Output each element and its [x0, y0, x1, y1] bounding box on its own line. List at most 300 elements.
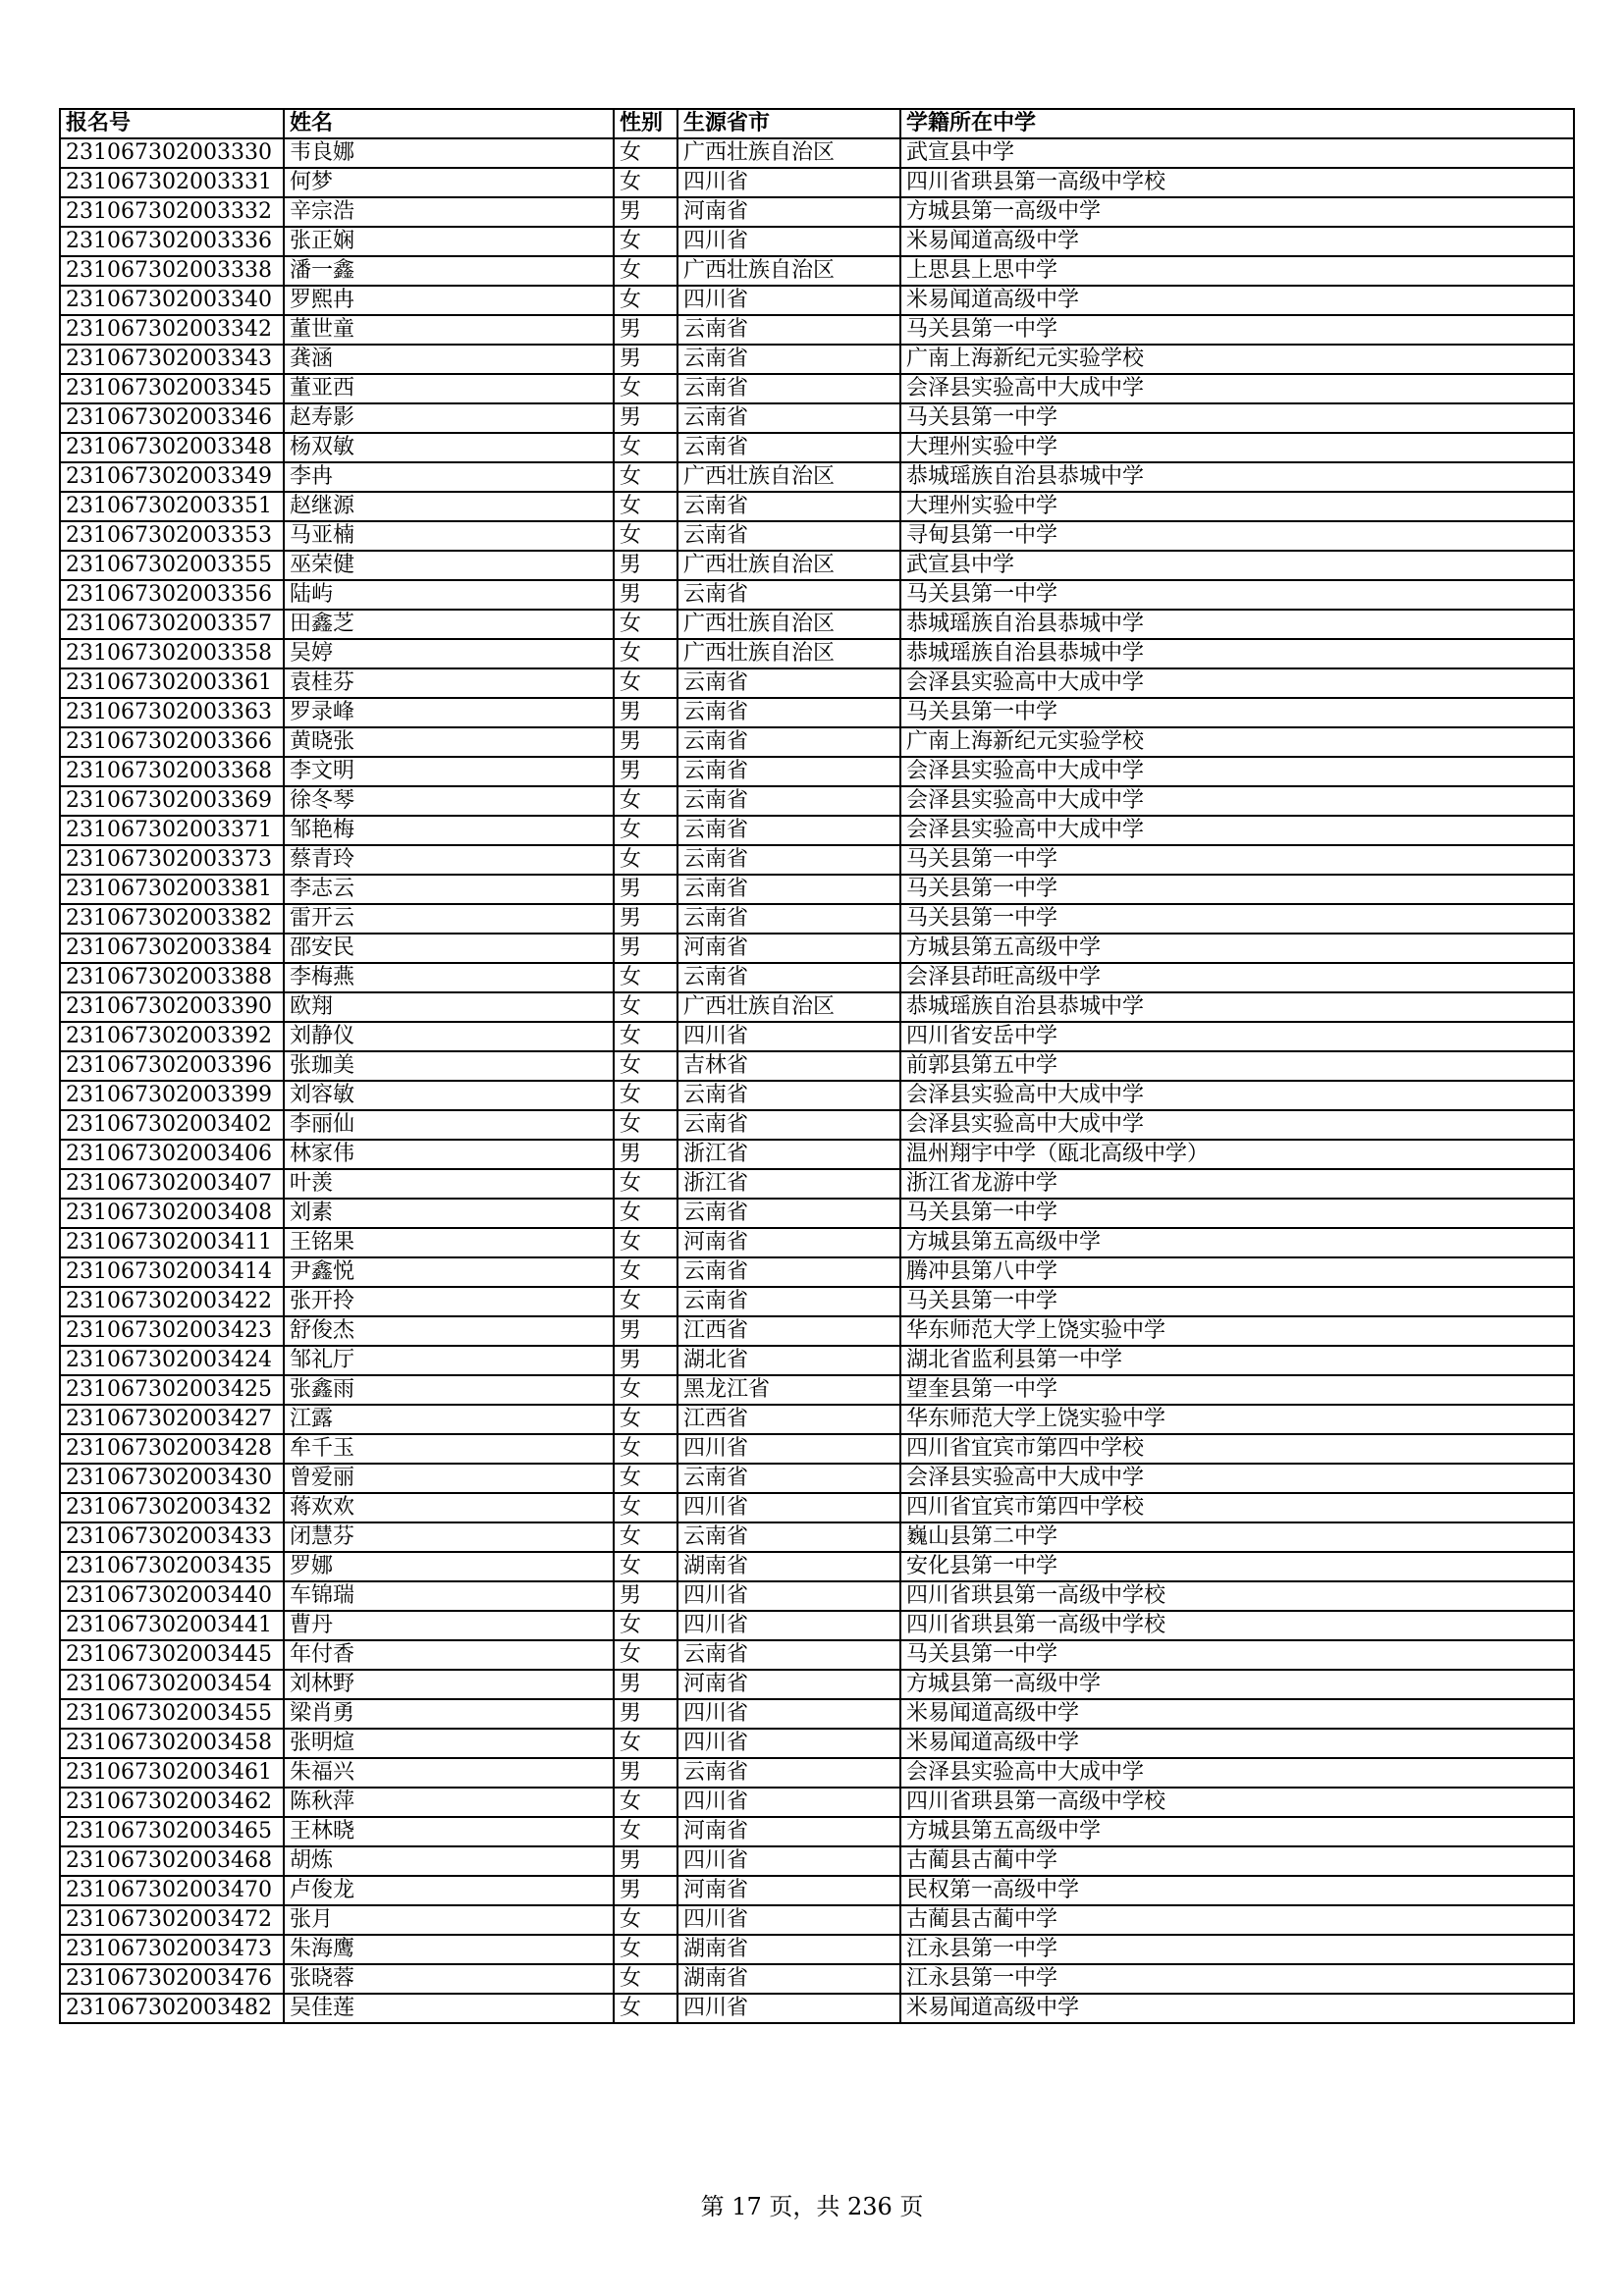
registration-number-cell: 231067302003455: [60, 1699, 284, 1729]
gender-cell: 男: [614, 345, 677, 374]
registration-number-cell: 231067302003440: [60, 1581, 284, 1611]
origin-province-cell: 江西省: [677, 1405, 900, 1434]
high-school-cell: 马关县第一中学: [900, 845, 1574, 875]
name-cell: 车锦瑞: [284, 1581, 614, 1611]
high-school-cell: 湖北省监利县第一中学: [900, 1346, 1574, 1375]
high-school-cell: 会泽县实验高中大成中学: [900, 1081, 1574, 1110]
origin-province-cell: 河南省: [677, 197, 900, 227]
table-row: [60, 403, 1574, 433]
registration-number-cell: 231067302003454: [60, 1670, 284, 1699]
name-cell: 李志云: [284, 875, 614, 904]
registration-number-cell: 231067302003381: [60, 875, 284, 904]
origin-province-cell: 四川省: [677, 1846, 900, 1876]
gender-cell: 男: [614, 551, 677, 580]
name-cell: 巫荣健: [284, 551, 614, 580]
registration-number-cell: 231067302003432: [60, 1493, 284, 1522]
registration-number-cell: 231067302003408: [60, 1199, 284, 1228]
table-row: [60, 816, 1574, 845]
high-school-cell: 古蔺县古蔺中学: [900, 1846, 1574, 1876]
table-row: [60, 1287, 1574, 1316]
registration-number-cell: 231067302003406: [60, 1140, 284, 1169]
name-cell: 张月: [284, 1905, 614, 1935]
table-row: [60, 1493, 1574, 1522]
gender-cell: 女: [614, 845, 677, 875]
gender-cell: 女: [614, 168, 677, 197]
high-school-cell: 腾冲县第八中学: [900, 1257, 1574, 1287]
origin-province-cell: 云南省: [677, 786, 900, 816]
high-school-cell: 米易闻道高级中学: [900, 1699, 1574, 1729]
registration-number-cell: 231067302003331: [60, 168, 284, 197]
high-school-cell: 米易闻道高级中学: [900, 286, 1574, 315]
gender-cell: 女: [614, 1405, 677, 1434]
origin-province-cell: 云南省: [677, 875, 900, 904]
origin-province-cell: 云南省: [677, 1287, 900, 1316]
gender-cell: 女: [614, 1081, 677, 1110]
origin-province-cell: 云南省: [677, 1640, 900, 1670]
gender-cell: 女: [614, 138, 677, 168]
origin-province-cell: 四川省: [677, 1994, 900, 2023]
origin-province-cell: 广西壮族自治区: [677, 992, 900, 1022]
admission-table: [59, 108, 1575, 2024]
high-school-cell: 四川省珙县第一高级中学校: [900, 168, 1574, 197]
name-cell: 罗录峰: [284, 698, 614, 727]
table-row: [60, 551, 1574, 580]
table-row: [60, 197, 1574, 227]
high-school-cell: 马关县第一中学: [900, 1640, 1574, 1670]
high-school-cell: 米易闻道高级中学: [900, 1729, 1574, 1758]
name-cell: 张正娴: [284, 227, 614, 256]
origin-province-cell: 四川省: [677, 1611, 900, 1640]
table-row: [60, 845, 1574, 875]
name-cell: 董亚西: [284, 374, 614, 403]
gender-cell: 男: [614, 1758, 677, 1788]
origin-province-cell: 四川省: [677, 1729, 900, 1758]
high-school-cell: 恭城瑶族自治县恭城中学: [900, 610, 1574, 639]
registration-number-cell: 231067302003373: [60, 845, 284, 875]
origin-province-cell: 湖南省: [677, 1964, 900, 1994]
origin-province-cell: 浙江省: [677, 1169, 900, 1199]
high-school-cell: 温州翔宇中学（瓯北高级中学）: [900, 1140, 1574, 1169]
registration-number-cell: 231067302003465: [60, 1817, 284, 1846]
registration-number-cell: 231067302003358: [60, 639, 284, 668]
table-row: [60, 1817, 1574, 1846]
name-cell: 董世童: [284, 315, 614, 345]
name-cell: 刘素: [284, 1199, 614, 1228]
origin-province-cell: 黑龙江省: [677, 1375, 900, 1405]
origin-province-cell: 云南省: [677, 345, 900, 374]
gender-cell: 女: [614, 816, 677, 845]
high-school-cell: 四川省宜宾市第四中学校: [900, 1434, 1574, 1464]
high-school-cell: 大理州实验中学: [900, 492, 1574, 521]
gender-cell: 女: [614, 1257, 677, 1287]
gender-cell: 女: [614, 1964, 677, 1994]
high-school-cell: 会泽县实验高中大成中学: [900, 1110, 1574, 1140]
registration-number-cell: 231067302003433: [60, 1522, 284, 1552]
table-header-row: [60, 109, 1574, 138]
registration-number-cell: 231067302003462: [60, 1788, 284, 1817]
gender-cell: 女: [614, 1493, 677, 1522]
name-cell: 李丽仙: [284, 1110, 614, 1140]
origin-province-cell: 河南省: [677, 1670, 900, 1699]
name-cell: 邹艳梅: [284, 816, 614, 845]
table-row: [60, 1876, 1574, 1905]
name-cell: 闭慧芬: [284, 1522, 614, 1552]
name-cell: 刘静仪: [284, 1022, 614, 1051]
name-cell: 韦良娜: [284, 138, 614, 168]
table-row: [60, 963, 1574, 992]
name-cell: 王铭果: [284, 1228, 614, 1257]
table-row: [60, 1257, 1574, 1287]
high-school-cell: 方城县第一高级中学: [900, 1670, 1574, 1699]
name-cell: 朱海鹰: [284, 1935, 614, 1964]
registration-number-cell: 231067302003424: [60, 1346, 284, 1375]
table-row: [60, 1994, 1574, 2023]
origin-province-cell: 湖南省: [677, 1935, 900, 1964]
high-school-cell: 上思县上思中学: [900, 256, 1574, 286]
high-school-cell: 会泽县实验高中大成中学: [900, 757, 1574, 786]
gender-cell: 女: [614, 492, 677, 521]
table-row: [60, 698, 1574, 727]
name-cell: 刘林野: [284, 1670, 614, 1699]
origin-province-cell: 云南省: [677, 374, 900, 403]
gender-cell: 女: [614, 433, 677, 462]
table-row: [60, 1346, 1574, 1375]
name-cell: 杨双敏: [284, 433, 614, 462]
high-school-cell: 马关县第一中学: [900, 1199, 1574, 1228]
table-row: [60, 1522, 1574, 1552]
table-row: [60, 1081, 1574, 1110]
name-cell: 雷开云: [284, 904, 614, 934]
high-school-cell: 马关县第一中学: [900, 580, 1574, 610]
origin-province-cell: 云南省: [677, 1257, 900, 1287]
table-row: [60, 1110, 1574, 1140]
registration-number-cell: 231067302003356: [60, 580, 284, 610]
table-row: [60, 462, 1574, 492]
registration-number-cell: 231067302003368: [60, 757, 284, 786]
gender-cell: 男: [614, 1140, 677, 1169]
gender-cell: 女: [614, 963, 677, 992]
table-row: [60, 1022, 1574, 1051]
high-school-cell: 江永县第一中学: [900, 1964, 1574, 1994]
name-cell: 赵继源: [284, 492, 614, 521]
registration-number-cell: 231067302003351: [60, 492, 284, 521]
registration-number-cell: 231067302003399: [60, 1081, 284, 1110]
high-school-cell: 四川省珙县第一高级中学校: [900, 1788, 1574, 1817]
registration-number-cell: 231067302003371: [60, 816, 284, 845]
registration-number-cell: 231067302003482: [60, 1994, 284, 2023]
high-school-cell: 恭城瑶族自治县恭城中学: [900, 992, 1574, 1022]
table-row: [60, 1199, 1574, 1228]
gender-cell: 男: [614, 1581, 677, 1611]
origin-province-cell: 四川省: [677, 227, 900, 256]
name-cell: 马亚楠: [284, 521, 614, 551]
registration-number-cell: 231067302003407: [60, 1169, 284, 1199]
high-school-cell: 方城县第一高级中学: [900, 197, 1574, 227]
registration-number-cell: 231067302003473: [60, 1935, 284, 1964]
name-cell: 叶羡: [284, 1169, 614, 1199]
origin-province-cell: 四川省: [677, 1699, 900, 1729]
name-cell: 赵寿影: [284, 403, 614, 433]
registration-number-cell: 231067302003366: [60, 727, 284, 757]
origin-province-cell: 云南省: [677, 1110, 900, 1140]
gender-cell: 女: [614, 1611, 677, 1640]
origin-province-cell: 云南省: [677, 904, 900, 934]
gender-cell: 女: [614, 1110, 677, 1140]
origin-province-cell: 四川省: [677, 168, 900, 197]
origin-province-cell: 广西壮族自治区: [677, 610, 900, 639]
gender-cell: 女: [614, 992, 677, 1022]
name-cell: 曹丹: [284, 1611, 614, 1640]
origin-province-cell: 广西壮族自治区: [677, 639, 900, 668]
table-row: [60, 1581, 1574, 1611]
table-row: [60, 1051, 1574, 1081]
name-cell: 罗熙冉: [284, 286, 614, 315]
origin-province-cell: 云南省: [677, 315, 900, 345]
table-row: [60, 227, 1574, 256]
table-row: [60, 1228, 1574, 1257]
name-cell: 袁桂芬: [284, 668, 614, 698]
high-school-cell: 巍山县第二中学: [900, 1522, 1574, 1552]
origin-province-cell: 云南省: [677, 433, 900, 462]
registration-number-cell: 231067302003332: [60, 197, 284, 227]
registration-number-cell: 231067302003422: [60, 1287, 284, 1316]
gender-cell: 女: [614, 1228, 677, 1257]
registration-number-cell: 231067302003349: [60, 462, 284, 492]
table-row: [60, 1758, 1574, 1788]
page-number: 第 17 页，共 236 页: [700, 2193, 924, 2220]
registration-number-cell: 231067302003428: [60, 1434, 284, 1464]
registration-number-cell: 231067302003396: [60, 1051, 284, 1081]
table-row: [60, 1905, 1574, 1935]
name-cell: 邹礼厅: [284, 1346, 614, 1375]
table-row: [60, 1640, 1574, 1670]
gender-cell: 女: [614, 256, 677, 286]
name-cell: 徐冬琴: [284, 786, 614, 816]
table-row: [60, 757, 1574, 786]
table-row: [60, 1935, 1574, 1964]
gender-cell: 女: [614, 1817, 677, 1846]
registration-number-cell: 231067302003348: [60, 433, 284, 462]
name-cell: 黄晓张: [284, 727, 614, 757]
table-row: [60, 875, 1574, 904]
table-row: [60, 610, 1574, 639]
name-cell: 陆屿: [284, 580, 614, 610]
registration-number-cell: 231067302003345: [60, 374, 284, 403]
origin-province-cell: 云南省: [677, 1464, 900, 1493]
origin-province-cell: 浙江省: [677, 1140, 900, 1169]
name-cell: 李冉: [284, 462, 614, 492]
registration-number-cell: 231067302003361: [60, 668, 284, 698]
origin-province-cell: 云南省: [677, 727, 900, 757]
name-cell: 陈秋萍: [284, 1788, 614, 1817]
gender-cell: 男: [614, 757, 677, 786]
high-school-cell: 四川省宜宾市第四中学校: [900, 1493, 1574, 1522]
gender-cell: 女: [614, 1375, 677, 1405]
gender-cell: 女: [614, 521, 677, 551]
origin-province-cell: 云南省: [677, 1522, 900, 1552]
origin-province-cell: 云南省: [677, 845, 900, 875]
table-row: [60, 1316, 1574, 1346]
table-row: [60, 315, 1574, 345]
origin-province-cell: 广西壮族自治区: [677, 551, 900, 580]
registration-number-cell: 231067302003384: [60, 934, 284, 963]
origin-province-cell: 四川省: [677, 1788, 900, 1817]
origin-province-cell: 河南省: [677, 1876, 900, 1905]
name-cell: 田鑫芝: [284, 610, 614, 639]
registration-number-cell: 231067302003425: [60, 1375, 284, 1405]
gender-cell: 男: [614, 904, 677, 934]
origin-province-cell: 广西壮族自治区: [677, 462, 900, 492]
name-cell: 辛宗浩: [284, 197, 614, 227]
high-school-cell: 会泽县实验高中大成中学: [900, 1758, 1574, 1788]
origin-province-cell: 四川省: [677, 1493, 900, 1522]
header-name: 姓名: [284, 109, 614, 138]
origin-province-cell: 云南省: [677, 816, 900, 845]
table-row: [60, 727, 1574, 757]
registration-number-cell: 231067302003470: [60, 1876, 284, 1905]
name-cell: 潘一鑫: [284, 256, 614, 286]
origin-province-cell: 湖南省: [677, 1552, 900, 1581]
table-row: [60, 1464, 1574, 1493]
high-school-cell: 会泽县实验高中大成中学: [900, 1464, 1574, 1493]
registration-number-cell: 231067302003423: [60, 1316, 284, 1346]
origin-province-cell: 云南省: [677, 668, 900, 698]
origin-province-cell: 云南省: [677, 580, 900, 610]
table-row: [60, 1375, 1574, 1405]
name-cell: 邵安民: [284, 934, 614, 963]
name-cell: 梁肖勇: [284, 1699, 614, 1729]
registration-number-cell: 231067302003357: [60, 610, 284, 639]
high-school-cell: 马关县第一中学: [900, 904, 1574, 934]
gender-cell: 男: [614, 315, 677, 345]
registration-number-cell: 231067302003445: [60, 1640, 284, 1670]
high-school-cell: 武宣县中学: [900, 138, 1574, 168]
name-cell: 刘容敏: [284, 1081, 614, 1110]
gender-cell: 女: [614, 1552, 677, 1581]
high-school-cell: 古蔺县古蔺中学: [900, 1905, 1574, 1935]
name-cell: 李文明: [284, 757, 614, 786]
registration-number-cell: 231067302003476: [60, 1964, 284, 1994]
gender-cell: 女: [614, 374, 677, 403]
origin-province-cell: 四川省: [677, 1905, 900, 1935]
gender-cell: 男: [614, 1346, 677, 1375]
origin-province-cell: 云南省: [677, 963, 900, 992]
registration-number-cell: 231067302003342: [60, 315, 284, 345]
high-school-cell: 华东师范大学上饶实验中学: [900, 1405, 1574, 1434]
gender-cell: 女: [614, 1905, 677, 1935]
name-cell: 张鑫雨: [284, 1375, 614, 1405]
registration-number-cell: 231067302003355: [60, 551, 284, 580]
header-origin-province: 生源省市: [677, 109, 900, 138]
gender-cell: 女: [614, 668, 677, 698]
registration-number-cell: 231067302003388: [60, 963, 284, 992]
high-school-cell: 会泽县实验高中大成中学: [900, 786, 1574, 816]
table-row: [60, 138, 1574, 168]
gender-cell: 女: [614, 1935, 677, 1964]
gender-cell: 男: [614, 1876, 677, 1905]
gender-cell: 女: [614, 1640, 677, 1670]
origin-province-cell: 四川省: [677, 1022, 900, 1051]
table-row: [60, 1169, 1574, 1199]
high-school-cell: 方城县第五高级中学: [900, 1817, 1574, 1846]
name-cell: 牟千玉: [284, 1434, 614, 1464]
name-cell: 王林晓: [284, 1817, 614, 1846]
origin-province-cell: 云南省: [677, 403, 900, 433]
registration-number-cell: 231067302003411: [60, 1228, 284, 1257]
registration-number-cell: 231067302003435: [60, 1552, 284, 1581]
high-school-cell: 安化县第一中学: [900, 1552, 1574, 1581]
high-school-cell: 武宣县中学: [900, 551, 1574, 580]
registration-number-cell: 231067302003343: [60, 345, 284, 374]
table-row: [60, 934, 1574, 963]
registration-number-cell: 231067302003353: [60, 521, 284, 551]
gender-cell: 男: [614, 875, 677, 904]
table-row: [60, 1699, 1574, 1729]
gender-cell: 女: [614, 1994, 677, 2023]
gender-cell: 女: [614, 1729, 677, 1758]
name-cell: 欧翔: [284, 992, 614, 1022]
high-school-cell: 广南上海新纪元实验学校: [900, 727, 1574, 757]
origin-province-cell: 四川省: [677, 286, 900, 315]
high-school-cell: 民权第一高级中学: [900, 1876, 1574, 1905]
origin-province-cell: 湖北省: [677, 1346, 900, 1375]
origin-province-cell: 云南省: [677, 698, 900, 727]
high-school-cell: 寻甸县第一中学: [900, 521, 1574, 551]
name-cell: 吴佳莲: [284, 1994, 614, 2023]
high-school-cell: 四川省安岳中学: [900, 1022, 1574, 1051]
table-row: [60, 1552, 1574, 1581]
high-school-cell: 大理州实验中学: [900, 433, 1574, 462]
registration-number-cell: 231067302003369: [60, 786, 284, 816]
table-row: [60, 1611, 1574, 1640]
origin-province-cell: 江西省: [677, 1316, 900, 1346]
table-row: [60, 286, 1574, 315]
origin-province-cell: 云南省: [677, 1758, 900, 1788]
high-school-cell: 恭城瑶族自治县恭城中学: [900, 639, 1574, 668]
name-cell: 龚涵: [284, 345, 614, 374]
high-school-cell: 方城县第五高级中学: [900, 1228, 1574, 1257]
origin-province-cell: 河南省: [677, 1228, 900, 1257]
high-school-cell: 米易闻道高级中学: [900, 1994, 1574, 2023]
high-school-cell: 四川省珙县第一高级中学校: [900, 1611, 1574, 1640]
registration-number-cell: 231067302003468: [60, 1846, 284, 1876]
origin-province-cell: 云南省: [677, 1081, 900, 1110]
table-row: [60, 345, 1574, 374]
gender-cell: 男: [614, 403, 677, 433]
table-row: [60, 1434, 1574, 1464]
gender-cell: 女: [614, 286, 677, 315]
registration-number-cell: 231067302003392: [60, 1022, 284, 1051]
origin-province-cell: 四川省: [677, 1581, 900, 1611]
name-cell: 张珈美: [284, 1051, 614, 1081]
gender-cell: 男: [614, 1846, 677, 1876]
name-cell: 李梅燕: [284, 963, 614, 992]
table-row: [60, 374, 1574, 403]
table-row: [60, 256, 1574, 286]
gender-cell: 男: [614, 1670, 677, 1699]
origin-province-cell: 云南省: [677, 757, 900, 786]
origin-province-cell: 广西壮族自治区: [677, 256, 900, 286]
high-school-cell: 马关县第一中学: [900, 315, 1574, 345]
origin-province-cell: 吉林省: [677, 1051, 900, 1081]
high-school-cell: 马关县第一中学: [900, 403, 1574, 433]
gender-cell: 女: [614, 610, 677, 639]
gender-cell: 女: [614, 1022, 677, 1051]
registration-number-cell: 231067302003336: [60, 227, 284, 256]
gender-cell: 女: [614, 786, 677, 816]
registration-number-cell: 231067302003458: [60, 1729, 284, 1758]
registration-number-cell: 231067302003427: [60, 1405, 284, 1434]
